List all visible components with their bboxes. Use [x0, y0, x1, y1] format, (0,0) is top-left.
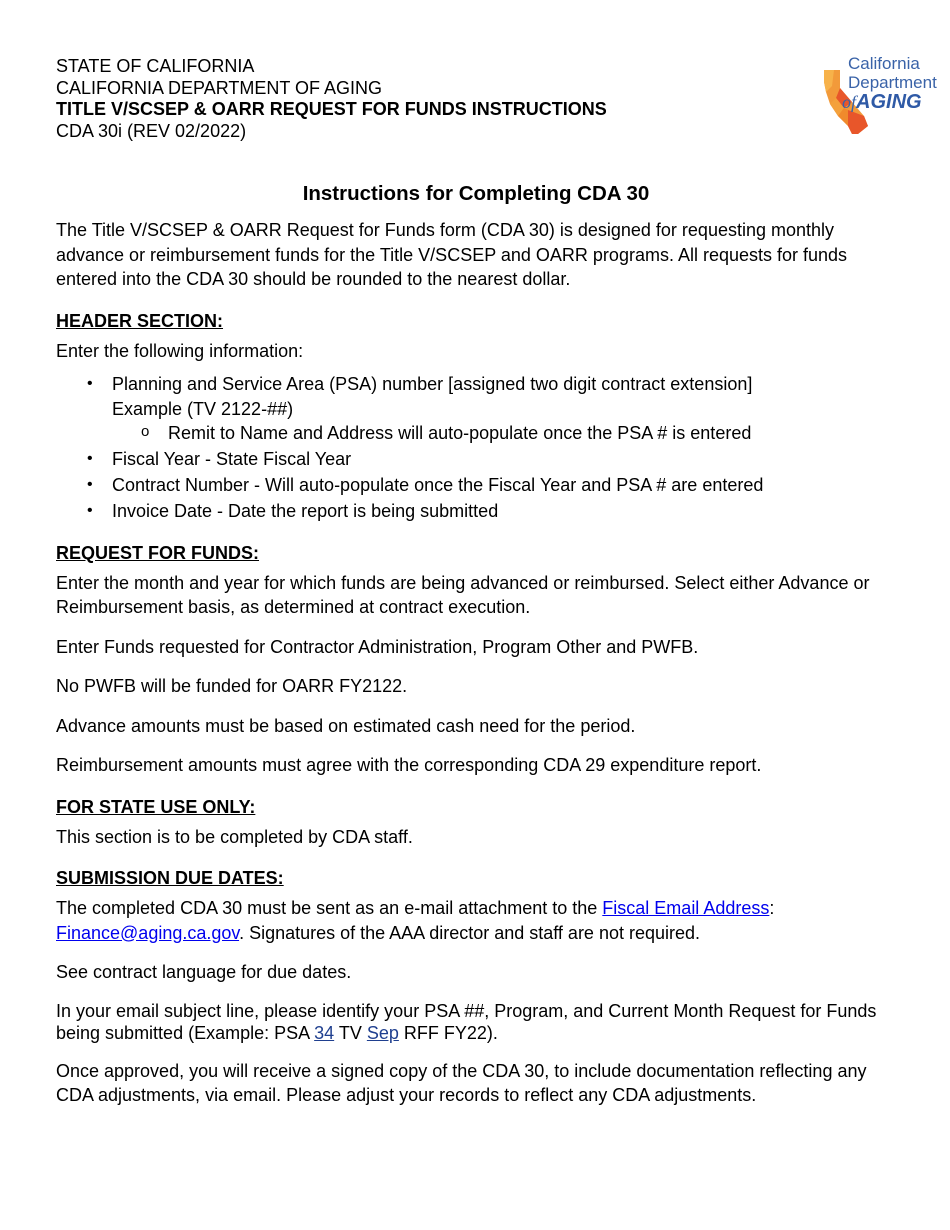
- heading-submission: SUBMISSION DUE DATES:: [56, 868, 284, 888]
- submission-text: In your email subject line, please identify your PSA ##, Program, and Current Month Request for Funds being submitted (Example: PSA: [56, 1000, 877, 1043]
- document-body: [56, 218, 896, 1123]
- psa-sub-list: [112, 421, 896, 446]
- submission-text: TV: [334, 1022, 367, 1043]
- logo-of: of: [842, 92, 857, 112]
- header-form-number: CDA 30i (REV 02/2022): [56, 120, 247, 141]
- submission-text: . Signatures of the AAA director and staff are not required.: [239, 922, 701, 943]
- list-item: • Contract Number - Will auto-populate once the Fiscal Year and PSA # are entered: [56, 473, 896, 498]
- list-item: [56, 372, 896, 446]
- cda-logo: [818, 54, 950, 140]
- heading-request-for-funds: REQUEST FOR FUNDS:: [56, 542, 260, 563]
- submission-paragraph-4: Once approved, you will receive a signed copy of the CDA 30, to include documentation reflecting any CDA adjustments, via email. Please adjust your records to reflect any CDA adjustments.: [56, 1060, 867, 1105]
- fiscal-email-link[interactable]: Fiscal Email Address: [602, 898, 770, 918]
- submission-paragraph-2: See contract language for due dates.: [56, 962, 352, 982]
- submission-text: The completed CDA 30 must be sent as an e-mail attachment to the: [56, 898, 603, 918]
- submission-text: RFF FY22).: [398, 1022, 498, 1043]
- page-title: Instructions for Completing CDA 30: [302, 182, 650, 205]
- heading-header-section: HEADER SECTION:: [56, 310, 224, 331]
- logo-aging: AGING: [856, 91, 922, 113]
- rff-paragraph-4: Advance amounts must be based on estimated cash need for the period.: [56, 715, 636, 736]
- header-section-list: [56, 372, 896, 524]
- logo-line-department: Department: [848, 73, 937, 92]
- header-state: STATE OF CALIFORNIA: [56, 56, 255, 76]
- submission-paragraph-1: [56, 896, 896, 945]
- state-use-paragraph: This section is to be completed by CDA staff.: [56, 826, 413, 847]
- rff-paragraph-3: No PWFB will be funded for OARR FY2122.: [56, 676, 408, 696]
- heading-state-use: FOR STATE USE ONLY:: [56, 796, 256, 817]
- psa-example-link[interactable]: 34: [314, 1022, 335, 1043]
- submission-colon: :: [769, 898, 775, 918]
- finance-email-link[interactable]: Finance@aging.ca.gov: [56, 922, 240, 943]
- header-form-title: TITLE V/SCSEP & OARR REQUEST FOR FUNDS INSTRUCTIONS: [56, 99, 607, 119]
- psa-item-line1: • Planning and Service Area (PSA) number [assigned two digit contract extension]: [112, 374, 753, 394]
- logo-line-aging: [842, 91, 922, 115]
- list-item: • Fiscal Year - State Fiscal Year: [56, 447, 896, 472]
- rff-paragraph-1: Enter the month and year for which funds are being advanced or reimbursed. Select either Advance or Reimbursement basis, as determined at contract execution.: [56, 572, 870, 617]
- header-department: CALIFORNIA DEPARTMENT OF AGING: [56, 77, 383, 98]
- rff-paragraph-2: Enter Funds requested for Contractor Administration, Program Other and PWFB.: [56, 636, 699, 657]
- month-example-link[interactable]: Sep: [366, 1022, 399, 1043]
- header-section-lead: Enter the following information:: [56, 340, 304, 361]
- psa-item-line2: Example (TV 2122-##): [112, 398, 294, 419]
- logo-line-california: California: [848, 54, 920, 73]
- submission-paragraph-3: [56, 1000, 896, 1044]
- list-item: • Invoice Date - Date the report is being submitted: [56, 499, 896, 524]
- list-item: o Remit to Name and Address will auto-populate once the PSA # is entered: [112, 421, 896, 446]
- rff-paragraph-5: Reimbursement amounts must agree with the corresponding CDA 29 expenditure report.: [56, 755, 762, 775]
- document-header: [56, 56, 607, 142]
- intro-paragraph: The Title V/SCSEP & OARR Request for Funds form (CDA 30) is designed for requesting monthly advance or reimbursement funds for the Title V/SCSEP and OARR programs. All requests for funds entered into the CDA 30 should be rounded to the nearest dollar.: [56, 220, 848, 289]
